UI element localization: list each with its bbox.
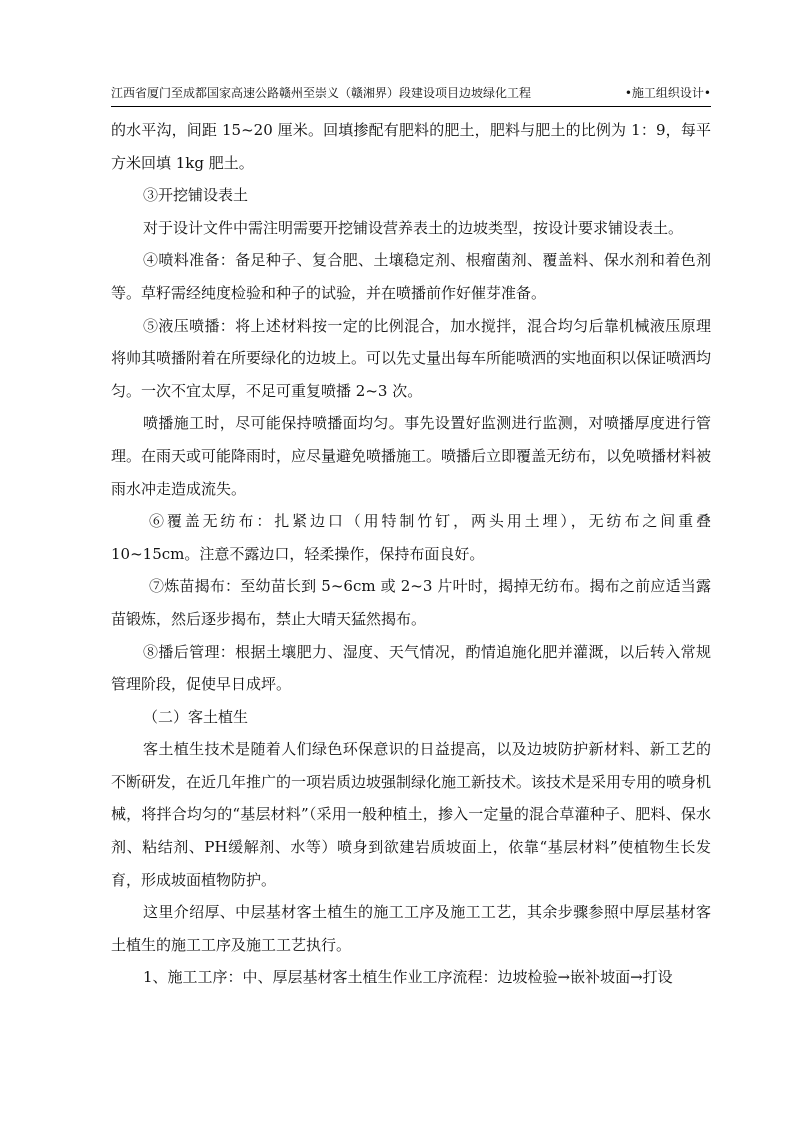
header-section-title: •施工组织设计•: [624, 86, 711, 100]
page-header: [111, 84, 711, 104]
item-5-hydroseeding: ⑤液压喷播：将上述材料按一定的比例混合，加水搅拌，混合均匀后靠机械液压原理将帅其喷播附着在所要绿化的边坡上。可以先丈量出每车所能喷洒的实地面积以保证喷洒均匀。一次不宜太厚，不足可重复喷播 2~3 次。: [111, 316, 712, 400]
item-7-seedling-hardening: ⑦炼苗揭布：至幼苗长到 5~6cm 或 2~3 片叶时，揭掉无纺布。揭布之前应适当露苗锻炼，然后逐步揭布，禁止大晴天猛然揭布。: [111, 577, 711, 628]
paragraph-method-scope: 这里介绍厚、中层基材客土植生的施工工序及施工工艺，其余步骤参照中厚层基材客土植生的施工工序及施工工艺执行。: [111, 903, 711, 954]
paragraph-spraying-notes: 喷播施工时，尽可能保持喷播面均匀。事先设置好监测进行监测，对喷播厚度进行管理。在雨天或可能降雨时，应尽量避免喷播施工。喷播后立即覆盖无纺布，以免喷播材料被雨水冲走造成流失。: [111, 414, 712, 498]
section-heading-soil-seeding: （二）客土植生: [143, 707, 249, 726]
header-divider: [111, 106, 711, 107]
paragraph-soil-seeding-intro: 客土植生技术是随着人们绿色环保意识的日益提高，以及边坡防护新材料、新工艺的不断研发，在近几年推广的一项岩质边坡强制绿化施工新技术。该技术是采用专用的喷身机械，将拌合均匀的“基层材料”（采用一般种植土，掺入一定量的混合草灌种子、肥料、保水剂、粘结剂、PH缓解剂、水等）喷身到欲建岩质坡面上，依靠“基层材料”使植物生长发育，形成坡面植物防护。: [111, 740, 712, 889]
paragraph-continuation: 的水平沟，间距 15~20 厘米。回填掺配有肥料的肥土，肥料与肥土的比例为 1：9，每平方米回填 1kg 肥土。: [111, 121, 711, 172]
document-body: [111, 114, 711, 994]
item-3-heading: ③开挖铺设表土: [143, 186, 249, 205]
paragraph-procedure: 1、施工工序：中、厚层基材客土植生作业工序流程：边坡检验→嵌补坡面→打设: [143, 968, 673, 987]
item-8-post-seeding: ⑧播后管理：根据土壤肥力、湿度、天气情况，酌情追施化肥并灌溉，以后转入常规管理阶段，促使早日成坪。: [111, 642, 711, 694]
item-6-nonwoven-cover: ⑥覆盖无纺布：扎紧边口（用特制竹钉，两头用土埋），无纺布之间重叠 10~15cm。注意不露边口，轻柔操作，保持布面良好。: [111, 512, 711, 563]
header-project-title: 江西省厦门至成都国家高速公路赣州至崇义（赣湘界）段建设项目边坡绿化工程: [111, 86, 532, 100]
item-4-material-prep: ④喷料准备：备足种子、复合肥、土壤稳定剂、根瘤菌剂、覆盖料、保水剂和着色剂等。草籽需经纯度检验和种子的试验，并在喷播前作好催芽准备。: [111, 251, 711, 302]
paragraph-topsoil: 对于设计文件中需注明需要开挖铺设营养表土的边坡类型，按设计要求铺设表土。: [143, 218, 684, 237]
